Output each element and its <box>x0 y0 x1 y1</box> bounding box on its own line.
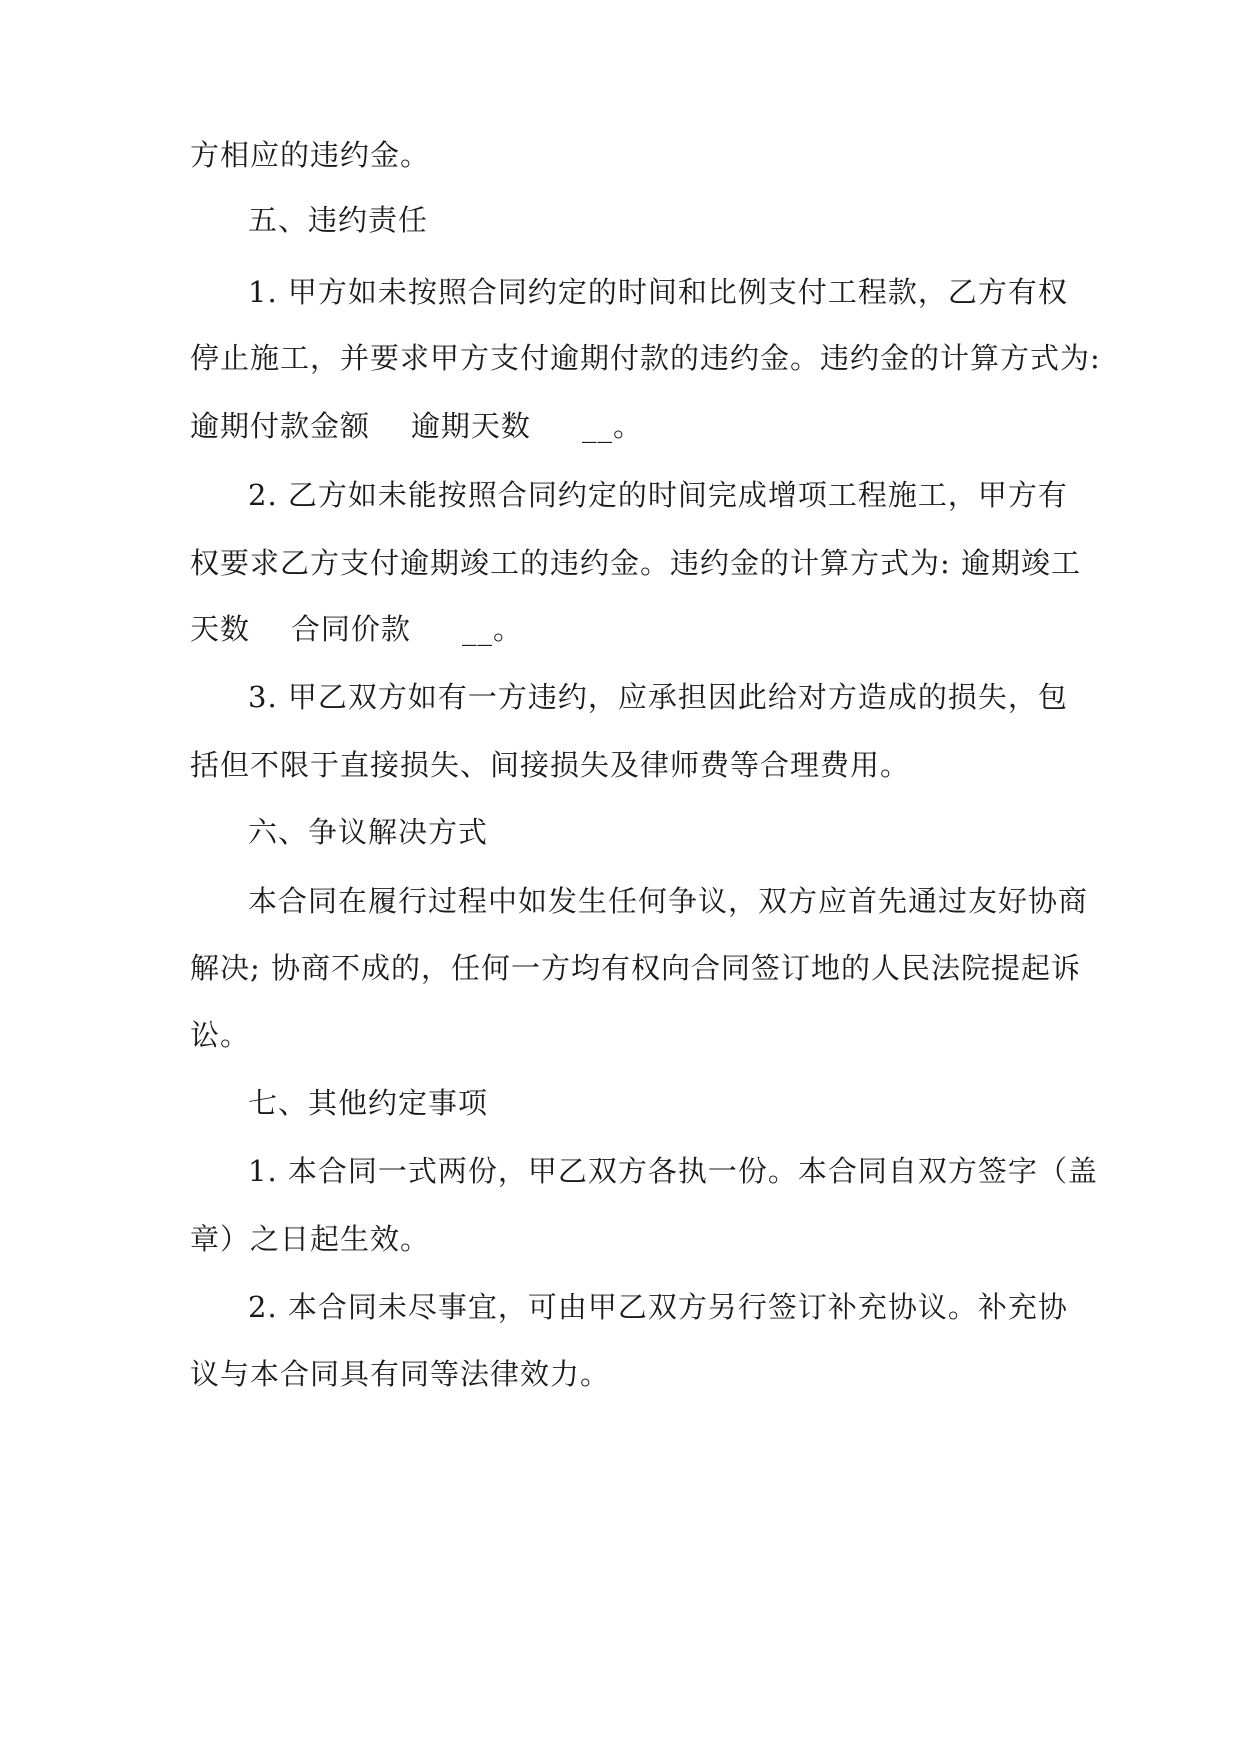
text-line: 本合同在履行过程中如发生任何争议，双方应首先通过友好协商 <box>248 884 1089 918</box>
text-line: 章）之日起生效。 <box>190 1222 431 1256</box>
text-line: 3. 甲乙双方如有一方违约，应承担因此给对方造成的损失，包 <box>248 680 1068 714</box>
text-line: 1. 甲方如未按照合同约定的时间和比例支付工程款，乙方有权 <box>248 275 1068 309</box>
text-line: 解决; 协商不成的，任何一方均有权向合同签订地的人民法院提起诉 <box>190 951 1081 985</box>
text-line: 1. 本合同一式两份，甲乙双方各执一份。本合同自双方签字（盖 <box>248 1154 1098 1188</box>
text-line: 2. 乙方如未能按照合同约定的时间完成增项工程施工，甲方有 <box>248 478 1068 512</box>
text-line: 2. 本合同未尽事宜，可由甲乙双方另行签订补充协议。补充协 <box>248 1290 1068 1324</box>
text-line: 逾期付款金额 逾期天数 __。 <box>190 409 643 443</box>
text-line: 方相应的违约金。 <box>190 138 431 172</box>
section-heading-dispute-resolution: 六、争议解决方式 <box>248 815 489 849</box>
section-heading-other-matters: 七、其他约定事项 <box>248 1086 489 1120</box>
text-line: 议与本合同具有同等法律效力。 <box>190 1357 611 1391</box>
text-line: 讼。 <box>190 1018 251 1052</box>
section-heading-breach-liability: 五、违约责任 <box>248 203 429 237</box>
text-line: 停止施工，并要求甲方支付逾期付款的违约金。违约金的计算方式为: <box>190 341 1101 375</box>
text-line: 括但不限于直接损失、间接损失及律师费等合理费用。 <box>190 748 911 782</box>
text-line: 天数 合同价款 __。 <box>190 612 523 646</box>
text-line: 权要求乙方支付逾期竣工的违约金。违约金的计算方式为: 逾期竣工 <box>190 546 1081 580</box>
